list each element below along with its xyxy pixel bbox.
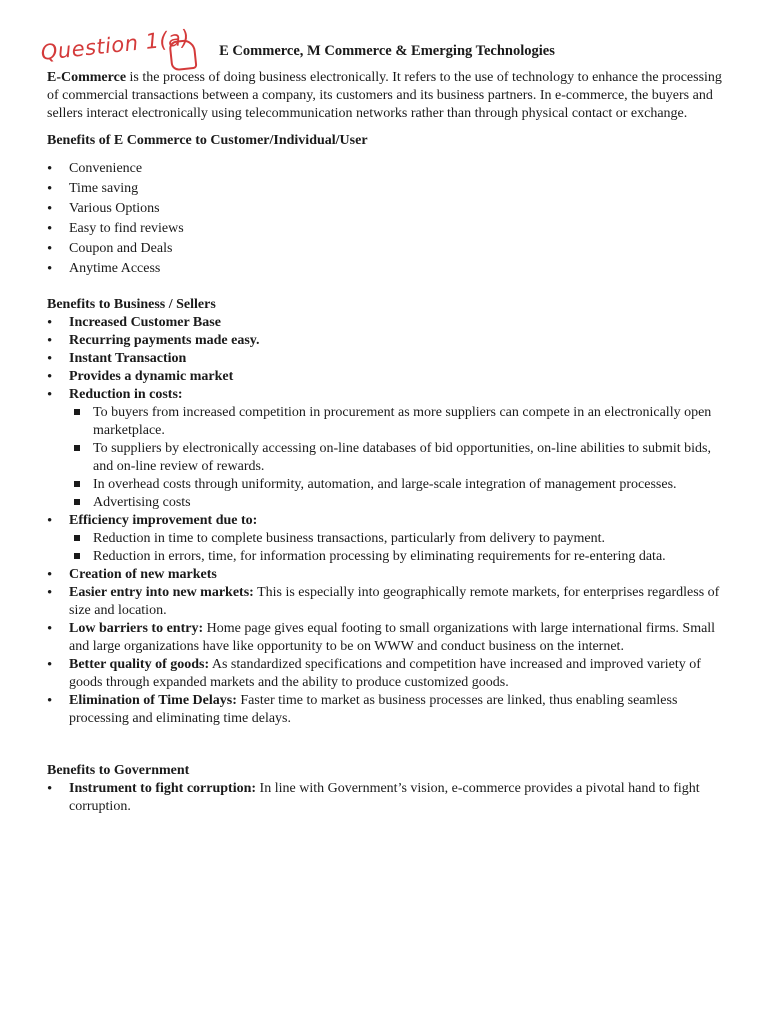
list-item: • Recurring payments made easy. (47, 332, 727, 350)
list-item: • Reduction in costs: (47, 386, 727, 404)
sub-list-item: Reduction in errors, time, for information processing by eliminating requirements for re-entering data. (69, 548, 727, 566)
list-item: • Coupon and Deals (47, 240, 727, 258)
list-item: • Elimination of Time Delays: Faster time to market as business processes are linked, thus enabling seamless processing and eliminating time delays. (47, 692, 727, 728)
list-item: • Increased Customer Base (47, 314, 727, 332)
sub-list-item: To buyers from increased competition in procurement as more suppliers can compete in an electronically open marketplace. (69, 404, 727, 440)
list-item: • Convenience (47, 160, 727, 178)
business-benefits-list (47, 314, 727, 404)
business-heading: Benefits to Business / Sellers (47, 297, 216, 312)
sub-list-item: Reduction in time to complete business transactions, particularly from delivery to payment. (69, 530, 727, 548)
sub-list-item: In overhead costs through uniformity, automation, and large-scale integration of management processes. (69, 476, 727, 494)
document-page (47, 42, 727, 816)
intro-paragraph (47, 69, 727, 123)
government-benefits-list (47, 780, 727, 816)
cost-reduction-sublist (69, 404, 727, 512)
list-item: • Provides a dynamic market (47, 368, 727, 386)
page-title: E Commerce, M Commerce & Emerging Technologies (219, 43, 555, 59)
efficiency-sublist (69, 530, 727, 566)
list-item: • Better quality of goods: As standardized specifications and competition have increased and improved variety of goods through expanded markets and the ability to produce customized goods. (47, 656, 727, 692)
list-item: • Creation of new markets (47, 566, 727, 584)
list-item: • Efficiency improvement due to: (47, 512, 727, 530)
list-item: • Various Options (47, 200, 727, 218)
list-item: • Easy to find reviews (47, 220, 727, 238)
customer-benefits-list (47, 160, 727, 278)
list-item: • Low barriers to entry: Home page gives equal footing to small organizations with large international firms. Small and large organizations have like opportunity to be on WWW and conduct business on the internet. (47, 620, 727, 656)
sub-list-item: Advertising costs (69, 494, 727, 512)
government-heading: Benefits to Government (47, 763, 190, 778)
list-item: • Instrument to fight corruption: In line with Government’s vision, e-commerce provides a pivotal hand to fight corruption. (47, 780, 727, 816)
list-item: • Easier entry into new markets: This is especially into geographically remote markets, for enterprises regardless of size and location. (47, 584, 727, 620)
intro-term: E-Commerce (47, 70, 127, 85)
list-item: • Anytime Access (47, 260, 727, 278)
list-item: • Instant Transaction (47, 350, 727, 368)
intro-text: is the process of doing business electronically. It refers to the use of technology to enhance the processing of commercial transactions between a company, its customers and its business partners. In e-commerce, the buyers and sellers interact electronically using telecommunication networks rather than through physical contact or exchange. (47, 70, 722, 121)
customer-heading: Benefits of E Commerce to Customer/Individual/User (47, 133, 368, 148)
list-item: • Time saving (47, 180, 727, 198)
sub-list-item: To suppliers by electronically accessing on-line databases of bid opportunities, on-line abilities to submit bids, and on-line review of rewards. (69, 440, 727, 476)
handwritten-annotation: Question 1(a) (39, 25, 192, 65)
